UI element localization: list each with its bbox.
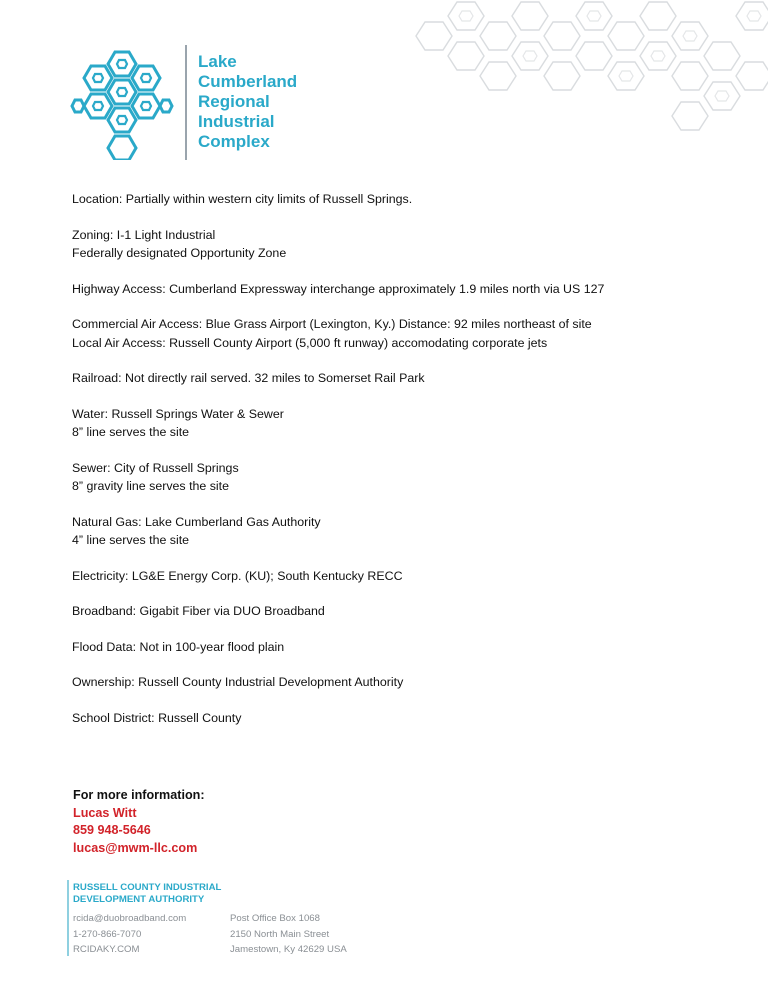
fact-line: 4” line serves the site bbox=[72, 533, 190, 547]
fact-water bbox=[72, 405, 712, 442]
fact-sewer bbox=[72, 459, 712, 496]
fact-line: Commercial Air Access: Blue Grass Airport (Lexington, Ky.) Distance: 92 miles northeast of site bbox=[72, 317, 592, 331]
org-line: RUSSELL COUNTY INDUSTRIAL bbox=[73, 882, 222, 893]
contact-block bbox=[73, 787, 205, 857]
fact-location bbox=[72, 190, 712, 209]
fact-line: Highway Access: Cumberland Expressway interchange approximately 1.9 miles north via US 127 bbox=[72, 281, 605, 296]
footer-phone: 1-270-866-7070 bbox=[73, 928, 142, 940]
brand-name bbox=[198, 52, 297, 152]
fact-electricity bbox=[72, 567, 712, 586]
contact-lead: For more information: bbox=[73, 788, 205, 802]
logo-divider bbox=[185, 45, 187, 160]
fact-highway bbox=[72, 280, 712, 299]
brand-line: Cumberland bbox=[198, 72, 298, 91]
fact-railroad bbox=[72, 369, 712, 388]
fact-line: Local Air Access: Russell County Airport (5,000 ft runway) accomodating corporate jets bbox=[72, 335, 548, 350]
contact-phone: 859 948-5646 bbox=[73, 823, 151, 837]
footer-address-line: Jamestown, Ky 42629 USA bbox=[230, 944, 347, 955]
org-line: DEVELOPMENT AUTHORITY bbox=[73, 893, 205, 905]
fact-flood-data bbox=[72, 638, 712, 657]
brand-line: Lake bbox=[198, 52, 237, 71]
contact-email-link[interactable]: lucas@mwm-llc.com bbox=[73, 840, 198, 855]
fact-line: Sewer: City of Russell Springs bbox=[72, 460, 239, 475]
fact-line: Water: Russell Springs Water & Sewer bbox=[72, 406, 284, 421]
fact-line: Zoning: I-1 Light Industrial bbox=[72, 227, 216, 242]
hexagon-pattern-decoration bbox=[400, 0, 768, 140]
fact-line: Ownership: Russell County Industrial Development Authority bbox=[72, 675, 404, 689]
contact-name: Lucas Witt bbox=[73, 805, 137, 820]
fact-line: Railroad: Not directly rail served. 32 miles to Somerset Rail Park bbox=[72, 371, 425, 385]
fact-line: School District: Russell County bbox=[72, 710, 242, 725]
brand-line: Industrial bbox=[198, 112, 275, 131]
fact-line: 8” gravity line serves the site bbox=[72, 479, 230, 493]
fact-school-district bbox=[72, 709, 712, 728]
fact-broadband bbox=[72, 602, 712, 621]
footer-address bbox=[230, 911, 347, 958]
footer-address-line: 2150 North Main Street bbox=[230, 928, 330, 940]
fact-natural-gas bbox=[72, 513, 712, 550]
footer-website-link[interactable]: RCIDAKY.COM bbox=[73, 944, 140, 955]
fact-line: Natural Gas: Lake Cumberland Gas Authority bbox=[72, 514, 321, 529]
fact-line: Broadband: Gigabit Fiber via DUO Broadband bbox=[72, 604, 325, 618]
fact-zoning bbox=[72, 226, 712, 263]
fact-line: Electricity: LG&E Energy Corp. (KU); South Kentucky RECC bbox=[72, 568, 403, 583]
hexagon-cluster-logo-icon bbox=[64, 42, 182, 160]
site-facts bbox=[72, 190, 712, 727]
footer-email-link[interactable]: rcida@duobroadband.com bbox=[73, 913, 187, 924]
footer-contact bbox=[73, 911, 186, 958]
fact-air-access bbox=[72, 315, 712, 352]
brand-line: Complex bbox=[198, 132, 270, 151]
footer-address-line: Post Office Box 1068 bbox=[230, 913, 320, 924]
fact-ownership bbox=[72, 673, 712, 692]
footer-divider bbox=[67, 880, 69, 956]
fact-line: 8” line serves the site bbox=[72, 425, 190, 439]
brand-line: Regional bbox=[198, 92, 270, 111]
fact-line: Federally designated Opportunity Zone bbox=[72, 246, 287, 260]
fact-line: Location: Partially within western city limits of Russell Springs. bbox=[72, 192, 413, 206]
footer-org-name bbox=[73, 882, 221, 905]
fact-line: Flood Data: Not in 100-year flood plain bbox=[72, 639, 285, 654]
